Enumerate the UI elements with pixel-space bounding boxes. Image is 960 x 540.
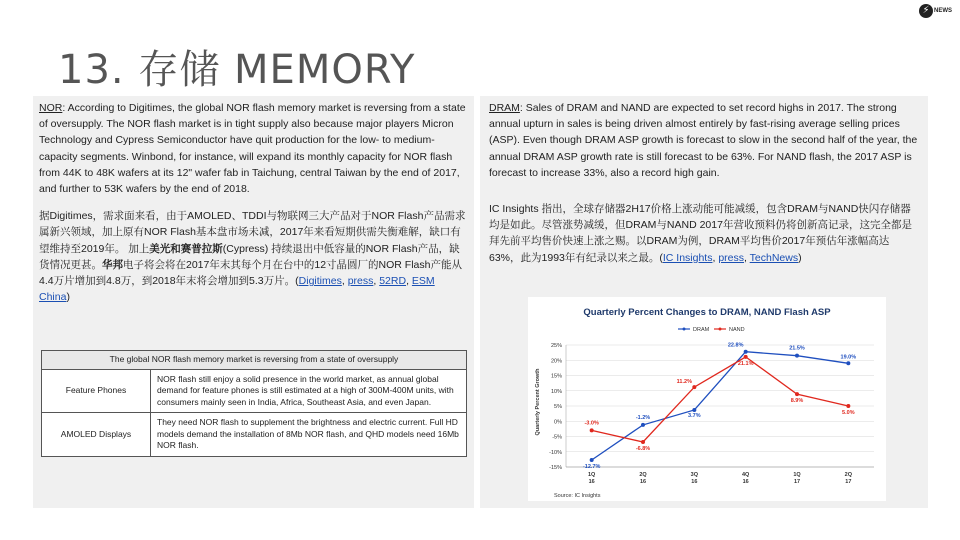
x-tick-label: 1Q: [793, 472, 801, 478]
x-tick-label: 2Q: [844, 472, 853, 478]
data-point: [641, 440, 645, 444]
data-point: [590, 428, 594, 432]
y-tick-label: -15%: [549, 465, 562, 471]
data-point: [846, 404, 850, 408]
legend-marker: [683, 328, 686, 331]
source-link-esm-china[interactable]: ESM China: [39, 275, 435, 304]
data-point: [641, 423, 645, 427]
data-label: 5.0%: [842, 410, 855, 416]
y-tick-label: -10%: [549, 449, 562, 456]
data-label: 3.7%: [688, 412, 701, 419]
source-link-press[interactable]: press: [718, 251, 745, 264]
nor-table-header: The global NOR flash memory market is reversing from a state of oversupply: [42, 351, 467, 370]
nor-cn-bold: 美光和赛普拉斯: [149, 242, 223, 255]
data-label: -12.7%: [582, 463, 601, 470]
source-link-52rd[interactable]: 52RD: [379, 275, 407, 288]
source-link-ic-insights[interactable]: IC Insights: [662, 251, 713, 264]
dram-text: : Sales of DRAM and NAND are expected to set record highs in 2017. The strong annual upturn in sales is being driven almost entirely by fast-rising average selling prices (ASP). Even though DRAM ASP growth is forecast to slow in the second half of the year, the annual DRAM ASP growth rate is still forecast to be 63%. For NAND flash, the 2017 ASP is forecast to increase 33%, also a record high gain.: [489, 102, 918, 179]
lightning-icon: ⚡: [919, 4, 933, 18]
data-label: 21.5%: [789, 345, 805, 352]
table-row-text: They need NOR flash to supplement the brightness and electric current. Full HD models demand the installation of 8Mb NOR flash, and QHD models need 16Mb NOR flash.: [151, 413, 467, 457]
page-title: 13. 存储 MEMORY: [58, 47, 416, 93]
data-label: 19.0%: [840, 354, 857, 361]
data-label: 22.8%: [727, 342, 744, 349]
chart-series: [583, 343, 856, 470]
y-tick-label: 0%: [554, 419, 562, 426]
legend-label: NAND: [729, 327, 745, 333]
table-row: [42, 369, 467, 413]
legend-marker: [719, 328, 722, 331]
asp-chart: [528, 297, 886, 501]
data-point: [744, 350, 748, 354]
x-tick-label: 17: [845, 479, 852, 485]
x-tick-label: 2Q: [639, 472, 647, 478]
dram-cn-text: IC Insights 指出，全球存储器2H17价格上涨动能可能减缓，包含DRAM与NAND快闪存储器均是如此。尽管涨势减缓，但DRAM与NAND 2017年营收预料仍将创新高记录，这完全都是拜先前平均售价快速上涨之赐。以DRAM为例，DRAM平均售价2017年预估年涨幅高达63%，此为1993年有纪录以来之最。(: [489, 203, 912, 264]
nor-cn-bold-2: 华邦: [102, 258, 123, 271]
data-label: -3.0%: [584, 420, 599, 427]
y-tick-label: 10%: [550, 388, 562, 395]
data-label: -1.2%: [635, 414, 651, 421]
table-row-label: AMOLED Displays: [42, 413, 151, 457]
chart-legend: [678, 327, 745, 333]
data-point: [692, 408, 696, 412]
y-tick-label: 20%: [550, 358, 562, 365]
table-row-text: NOR flash still enjoy a solid presence in the world market, as annual global demand for feature phones is still estimated at a high of 300M-400M units, with consumers mainly seen in India, Africa, Southeast Asia, and even Japan.: [151, 369, 467, 413]
x-tick-label: 17: [793, 479, 801, 485]
nor-table: [41, 350, 467, 457]
x-tick-label: 16: [588, 479, 595, 485]
data-point: [692, 385, 696, 389]
chart-y-label: Quarterly Percent Growth: [535, 368, 541, 436]
series-line-nand: [592, 357, 849, 442]
y-tick-label: 5%: [554, 404, 562, 410]
data-label: 11.2%: [676, 379, 692, 386]
x-tick-label: 3Q: [690, 472, 699, 478]
x-tick-label: 4Q: [741, 472, 750, 478]
source-link-press[interactable]: press: [347, 275, 374, 288]
chart-grid: [566, 342, 874, 467]
data-label: 21.1%: [737, 360, 754, 367]
y-tick-label: -5%: [552, 434, 562, 441]
source-link-technews[interactable]: TechNews: [749, 251, 799, 264]
data-label: -6.8%: [635, 445, 651, 452]
nor-cn-text-2: (Cypress) 持续退出中低容量的NOR Flash产品，缺货情况更甚。: [39, 242, 460, 271]
chart-title: Quarterly Percent Changes to DRAM, NAND Flash ASP: [583, 307, 831, 318]
chart-source: Source: IC Insights: [554, 493, 601, 499]
chart-x-axis: [566, 467, 874, 485]
x-tick-label: 1Q: [587, 472, 596, 478]
logo-text: NEWS: [934, 8, 952, 14]
y-tick-label: 25%: [550, 343, 562, 349]
y-tick-label: 15%: [550, 373, 562, 380]
nor-panel: [33, 96, 474, 508]
x-tick-label: 16: [742, 479, 749, 485]
nor-cn-text-1: 据Digitimes，需求面来看，由于AMOLED、TDDI与物联网三大产品对于NOR Flash产品需求属新兴领域，加上原有NOR Flash基本盘市场未减，2017年来看短期供需失衡难解，缺口有望维持至2019年。 加上: [39, 210, 466, 255]
data-label: 8.9%: [790, 398, 804, 405]
dram-paragraph-en: [489, 100, 919, 181]
data-point: [795, 354, 799, 358]
data-point: [590, 458, 594, 462]
legend-label: DRAM: [693, 327, 710, 333]
data-point: [744, 355, 748, 359]
dram-paragraph-cn: IC Insights 指出，全球存储器2H17价格上涨动能可能减缓，包含DRAM与NAND快闪存储器均是如此。尽管涨势减缓，但DRAM与NAND 2017年营收预料仍将创新高记录，这完全都是拜先前平均售价快速上涨之赐。以DRAM为例，DRAM平均售价2017年预估年涨幅高达63%，此为1993年有纪录以来之最。(IC Insights, press, TechNews): [489, 203, 912, 264]
dram-panel: [480, 96, 928, 508]
nor-label: NOR: [39, 102, 63, 114]
chart-y-axis: [549, 343, 562, 471]
data-point: [846, 361, 850, 365]
nor-text: : According to Digitimes, the global NOR flash memory market is reversing from a state of oversupply. The NOR flash market is in tight supply also because major players Micron Technology and Cypress Semiconductor have quit production for the low- to medium-capacity segments. Winbond, for instance, will expand its monthly capacity for NOR flash from 44K to 48K wafers at its 12" wafer fab in Taichung, central Taiwan by the end of 2017, and further to 53K wafers by the end of 2018.: [39, 102, 466, 196]
asp-chart-svg: [528, 297, 886, 501]
dram-label: DRAM: [489, 102, 520, 114]
table-row: [42, 413, 467, 457]
x-tick-label: 16: [691, 479, 698, 485]
table-row-label: Feature Phones: [42, 369, 151, 413]
data-point: [795, 392, 799, 396]
nor-paragraph-en: [39, 100, 468, 197]
source-link-digitimes[interactable]: Digitimes: [298, 275, 342, 288]
nor-cn-text-3: 电子将会将在2017年末其每个月在台中的12寸晶圆厂的NOR Flash产能从4.4万片增加到4.8万，到2018年末将会增加到5.3万片。(: [39, 258, 462, 288]
nor-paragraph-cn: 据Digitimes，需求面来看，由于AMOLED、TDDI与物联网三大产品对于NOR Flash产品需求属新兴领域，加上原有NOR Flash基本盘市场未减，2017年来看短期供需失衡难解，缺口有望维持至2019年。 加上美光和赛普拉斯(Cypress) 持续退出中低容量的NOR Flash产品，缺货情况更甚。华邦电子将会将在2017年末其每个月在台中的12寸晶圆厂的NOR Flash产能从4.4万片增加到4.8万，到2018年末将会增加到5.3万片。(Digitimes, press, 52RD, ESM China): [39, 210, 466, 304]
x-tick-label: 16: [639, 479, 647, 485]
logo: [919, 4, 952, 18]
